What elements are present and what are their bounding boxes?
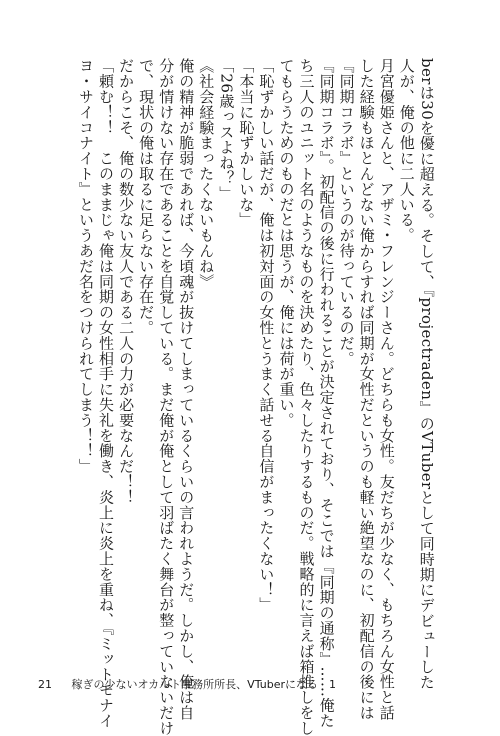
text-line: てもらうためのものだとは思うが、俺には荷が重い。: [277, 58, 296, 428]
text-line: 俺の精神が脆弱であれば、今頃魂が抜けてしまっているくらいの言われようだ。しかし、俺は自: [177, 58, 196, 721]
dialogue-line: 《社会経験まったくないもんね》: [197, 58, 216, 289]
dialogue-line: 「恥ずかしい話だが、俺は初対面の女性とうまく話せる自信がまったくない！」: [257, 58, 276, 613]
text-line: した経験もほとんどない俺からすれば同期が女性だというのも軽い絶望なのに、初配信の後には: [357, 58, 376, 721]
dialogue-line: 「26歳っスよね？」: [217, 58, 236, 202]
text-line: 『同期コラボ』というのが待っているのだ。: [337, 58, 356, 366]
text-line: berは30を優に超える。そして、『projectraden』のVTuberとして同時期にデビューした: [417, 58, 436, 690]
page-number: 21: [38, 678, 52, 691]
text-line: で、現状の俺は取るに足らない存在だ。: [137, 58, 156, 336]
text-line: だからこそ、俺の数少ない友人である二人の力が必要なんだ！！: [117, 58, 136, 505]
dialogue-line: 「本当に恥ずかしいな」: [237, 58, 256, 228]
dialogue-line: 「頼む！！ このままじゃ俺は同期の女性相手に失礼を働き、炎上に炎上を重ね、『ミットモナイ: [97, 58, 116, 729]
text-line: 分が情けない存在であることを自覚している。まだ俺が俺として羽ばたく舞台が整っていないだけ: [157, 58, 176, 736]
text-line: 『同期コラボ』。初配信の後に行われることが決定されており、そこでは『同期の通称』……俺た: [317, 58, 336, 729]
text-line: 人が、俺の他に二人いる。: [397, 58, 416, 243]
dialogue-line: ヨ・サイコナイト』というあだ名をつけられてしまう！！」: [77, 58, 95, 474]
running-title: 稼ぎの少ないオカルト事務所所長、VTuberになる 1: [71, 678, 336, 691]
page-footer: [38, 676, 336, 692]
text-line: 月宮優姫さんと、アザミ・フレンジーさん。どちらも女性。友だちが少なく、もちろん女性と話: [377, 58, 396, 721]
text-line: ち三人のユニット名のようなものを決めたり、色々したりするものだ。戦略的に言えば箱推しをし: [297, 58, 316, 736]
